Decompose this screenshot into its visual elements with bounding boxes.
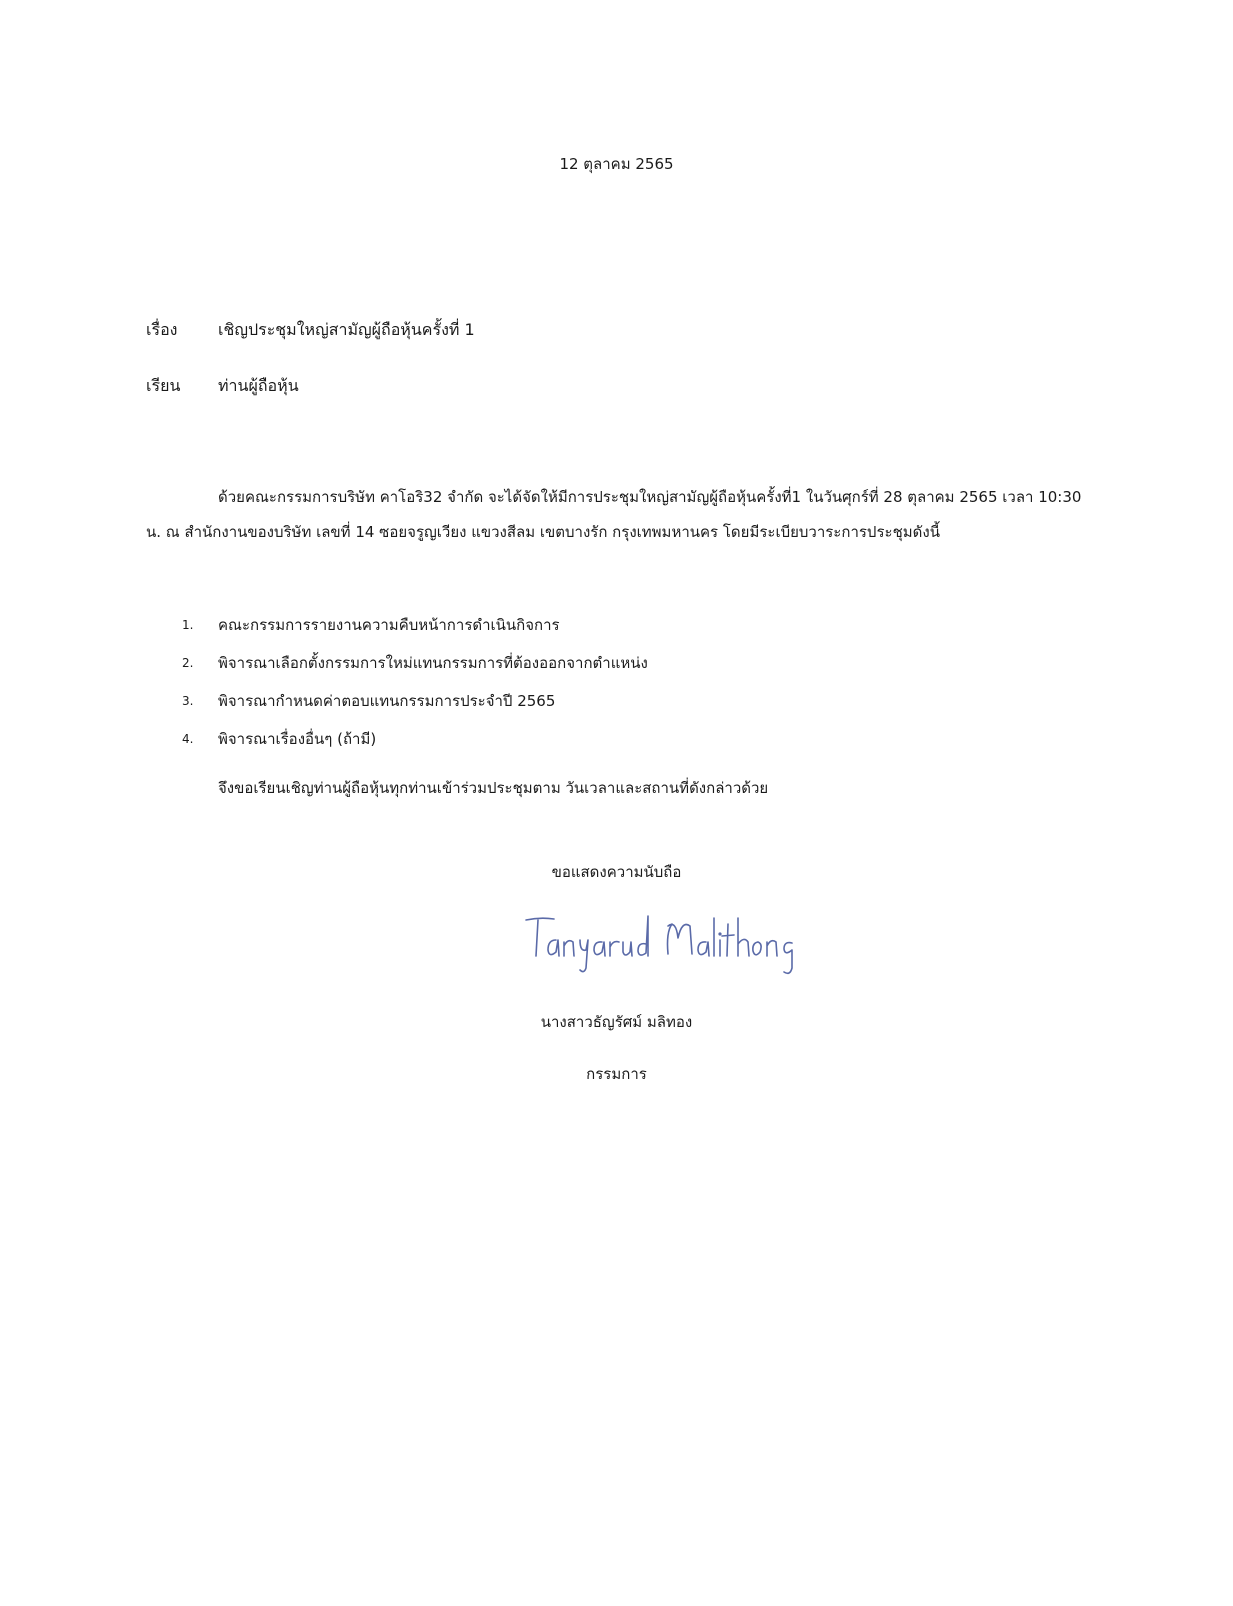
invitation-text: จึงขอเรียนเชิญท่านผู้ถือหุ้นทุกท่านเข้าร่วมประชุมตาม วันเวลาและสถานที่ดังกล่าวด้วย	[218, 779, 769, 797]
handwritten-signature	[520, 910, 800, 980]
agenda-number: 4.	[182, 732, 194, 746]
agenda-item	[146, 606, 1046, 644]
agenda-text: คณะกรรมการรายงานความคืบหน้าการดำเนินกิจการ	[218, 616, 560, 634]
agenda-number: 2.	[182, 656, 194, 670]
signer-title: กรรมการ	[586, 1065, 647, 1083]
signer-name: นางสาวธัญรัศม์ มลิทอง	[540, 1013, 693, 1031]
recipient-row	[146, 374, 299, 399]
letter-body: ด้วยคณะกรรมการบริษัท คาโอริ32 จำกัด จะได้จัดให้มีการประชุมใหญ่สามัญผู้ถือหุ้นครั้งที่1 ในวันศุกร์ที่ 28 ตุลาคม 2565 เวลา 10:30 น. ณ สำนักงานของบริษัท เลขที่ 14 ซอยจรูญเวียง แขวงสีลม เขตบางรัก กรุงเทพมหานคร โดยมีระเบียบวาระการประชุมดังนี้	[146, 488, 1082, 541]
subject-label: เรื่อง	[146, 320, 178, 339]
agenda-item	[146, 682, 1046, 720]
closing-text: ขอแสดงความนับถือ	[551, 863, 682, 881]
agenda-text: พิจารณากำหนดค่าตอบแทนกรรมการประจำปี 2565	[218, 692, 556, 710]
recipient-label: เรียน	[146, 376, 181, 395]
recipient-value: ท่านผู้ถือหุ้น	[218, 376, 299, 395]
letter-date: 12 ตุลาคม 2565	[559, 155, 674, 173]
agenda-item	[146, 644, 1046, 682]
agenda-text: พิจารณาเรื่องอื่นๆ (ถ้ามี)	[218, 730, 377, 748]
subject-row	[146, 318, 475, 343]
agenda-item	[146, 720, 1046, 758]
agenda-text: พิจารณาเลือกตั้งกรรมการใหม่แทนกรรมการที่ต้องออกจากตำแหน่ง	[218, 654, 648, 672]
agenda-list	[146, 606, 1046, 758]
agenda-number: 3.	[182, 694, 194, 708]
subject-value: เชิญประชุมใหญ่สามัญผู้ถือหุ้นครั้งที่ 1	[218, 320, 475, 339]
agenda-number: 1.	[182, 618, 194, 632]
